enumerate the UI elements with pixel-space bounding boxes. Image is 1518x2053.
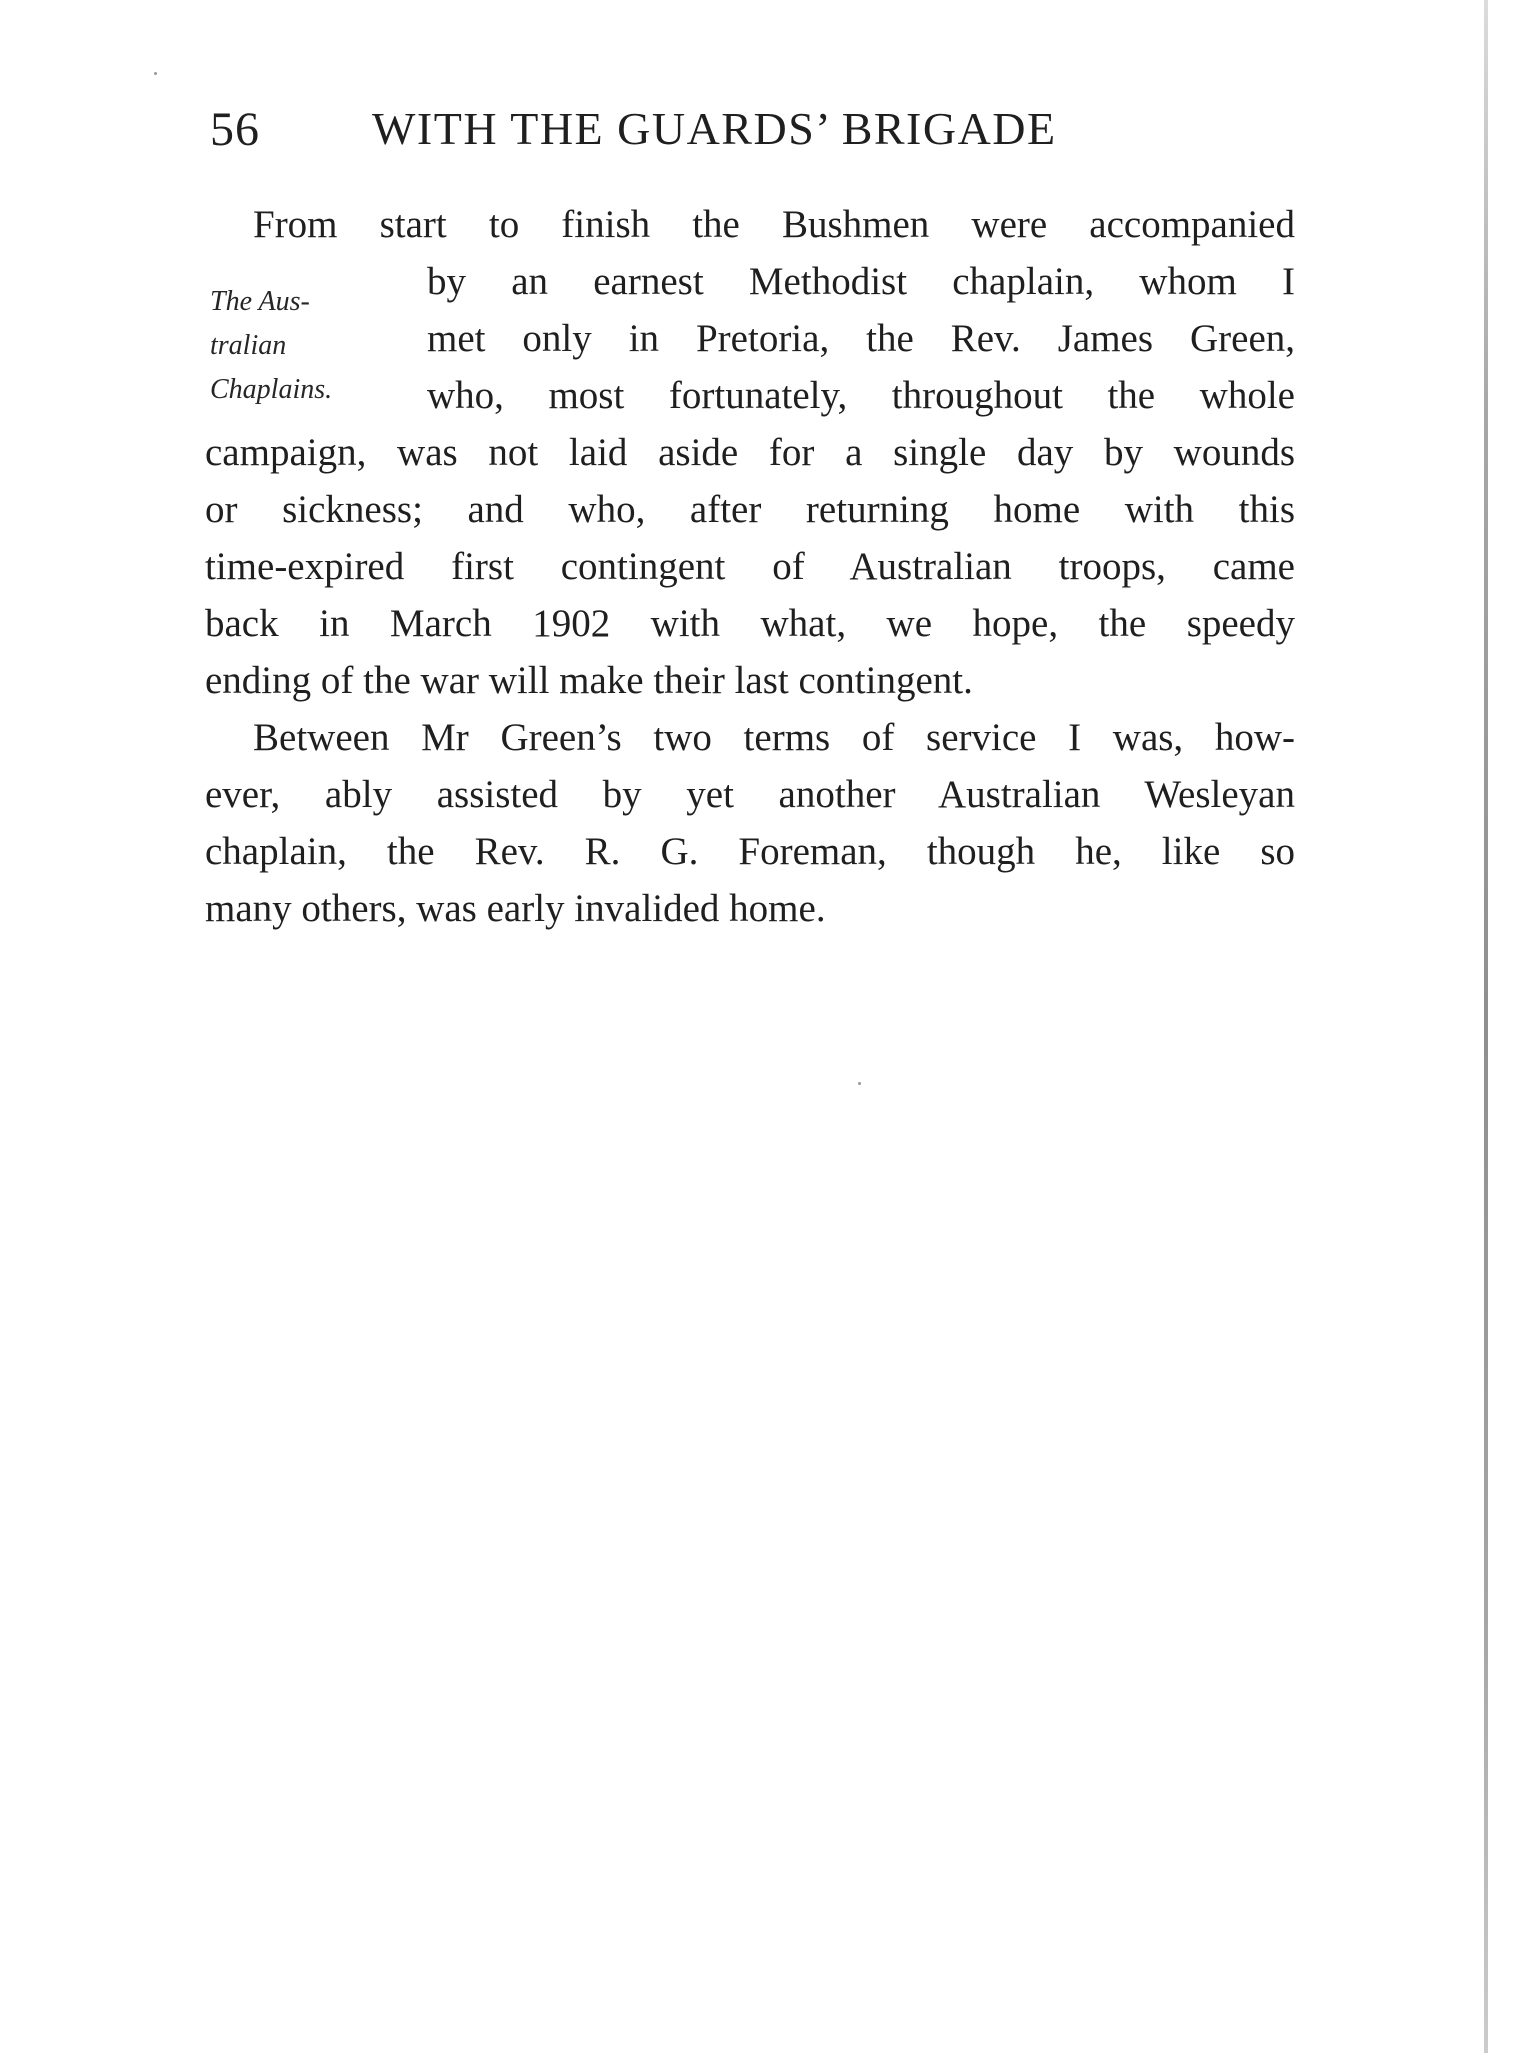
sidenote-line: tralian <box>210 330 287 361</box>
text-line: From start to finish the Bushmen were accompanied <box>253 203 1295 246</box>
text-line: Between Mr Green’s two terms of service I was, how- <box>253 716 1295 759</box>
text-line: ending of the war will make their last contingent. <box>205 659 973 702</box>
text-line: or sickness; and who, after returning home with this <box>205 488 1295 531</box>
text-line: met only in Pretoria, the Rev. James Green, <box>427 317 1295 360</box>
text-line: back in March 1902 with what, we hope, the speedy <box>205 602 1295 645</box>
text-line: ever, ably assisted by yet another Australian Wesleyan <box>205 773 1295 816</box>
text-line: campaign, was not laid aside for a single day by wounds <box>205 431 1295 474</box>
paragraph <box>205 709 1295 937</box>
sidenote-line: The Aus- <box>210 286 310 317</box>
sidenote-line: Chaplains. <box>210 374 333 405</box>
paragraph <box>205 196 1295 709</box>
page-edge-shadow <box>1484 0 1488 2053</box>
text-line: time-expired first contingent of Australian troops, came <box>205 545 1295 588</box>
paper-speck <box>154 72 157 75</box>
text-line: many others, was early invalided home. <box>205 887 826 930</box>
running-title: WITH THE GUARDS’ BRIGADE <box>372 103 1057 154</box>
paper-speck <box>858 1082 861 1085</box>
text-line: who, most fortunately, throughout the whole <box>427 374 1295 417</box>
page-number: 56 <box>210 103 260 156</box>
body-text <box>205 196 1295 937</box>
page-header <box>210 102 1298 172</box>
text-line: chaplain, the Rev. R. G. Foreman, though he, like so <box>205 830 1295 873</box>
text-line: by an earnest Methodist chaplain, whom I <box>427 260 1295 303</box>
